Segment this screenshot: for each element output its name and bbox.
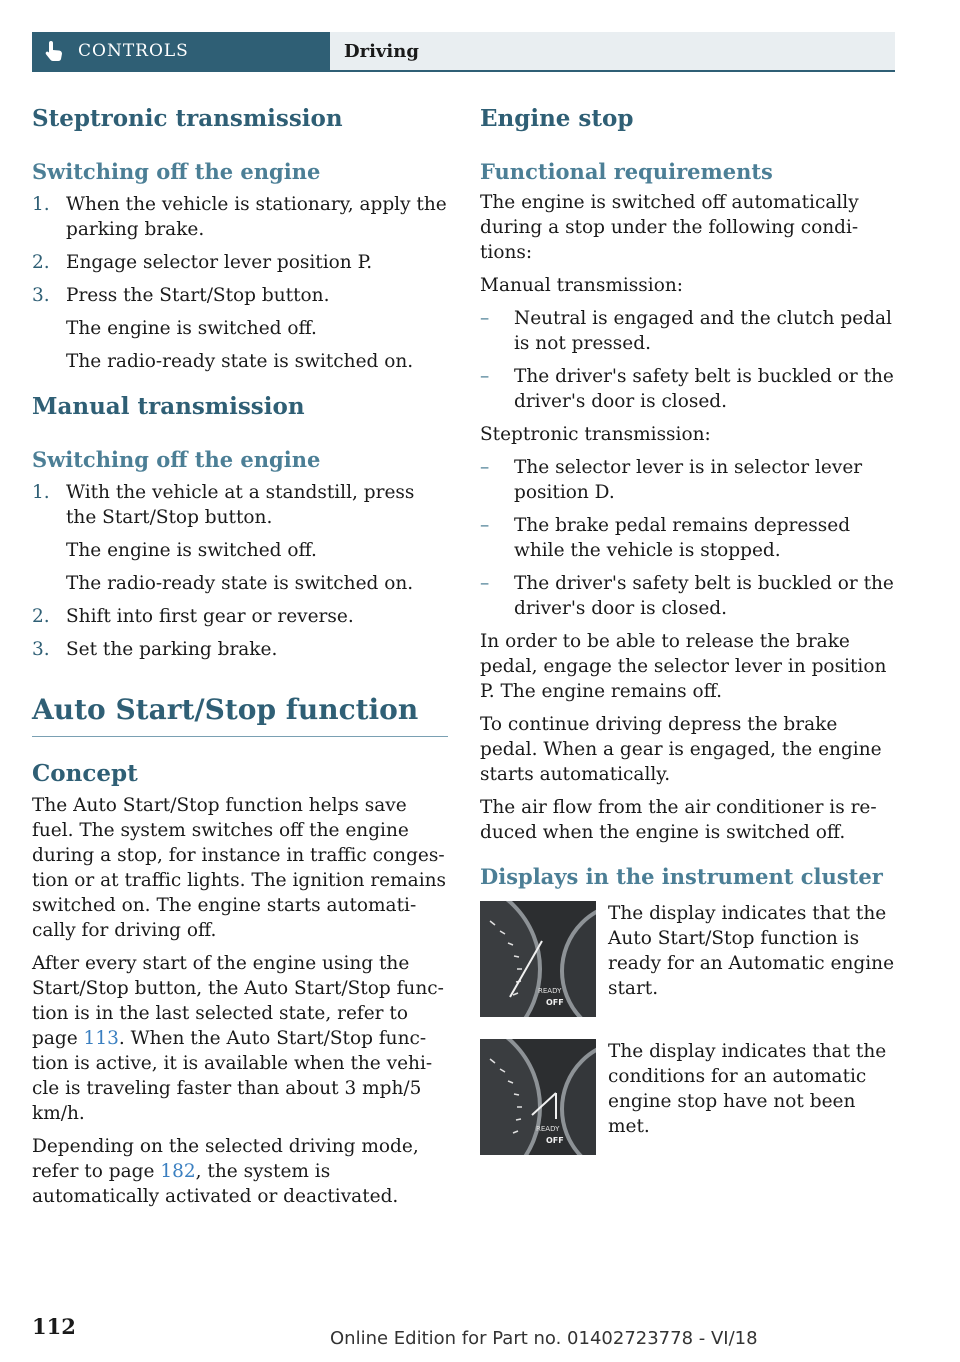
dash-bullet: –: [480, 366, 490, 387]
dash-bullet: –: [480, 573, 490, 594]
gauge-ready-label: READY: [538, 987, 562, 995]
dash-bullet: –: [480, 515, 490, 536]
list-item: [32, 250, 448, 275]
step-text: Set the parking brake.: [66, 639, 278, 660]
step-number: 2.: [32, 606, 50, 627]
gauge-ready-label: READY: [536, 1125, 560, 1133]
text: . When the Auto Start/Stop function is active, it is available when the vehicle is traveling faster than about 3 mph/5 km/h.: [32, 1028, 433, 1124]
functional-requirements-heading: Functional requirements: [480, 159, 773, 184]
item-text: The driver's safety belt is buckled or the driver's door is closed.: [514, 366, 894, 412]
page-link-182[interactable]: 182: [160, 1161, 196, 1182]
step-number: 3.: [32, 285, 50, 306]
manual-conditions: [480, 306, 896, 414]
auto-startstop-heading: Auto Start/Stop function: [32, 693, 419, 726]
list-item: [32, 283, 448, 308]
steptronic-subheading: Switching off the engine: [32, 159, 321, 184]
item-text: The selector lever is in selector lever position D.: [514, 457, 863, 503]
displays-heading: Displays in the instrument cluster: [480, 864, 883, 889]
list-item: [480, 364, 896, 414]
concept-paragraph-2: [32, 951, 448, 1126]
gauge-off-label: OFF: [546, 998, 564, 1007]
steptronic-conditions: [480, 455, 896, 621]
steptronic-heading: Steptronic transmission: [32, 105, 343, 132]
continue-paragraph: To continue driving depress the brake pedal. When a gear is engaged, the engine starts automatically.: [480, 714, 882, 785]
list-item: [32, 480, 448, 530]
manual-label: Manual transmission:: [480, 275, 683, 296]
step-text: Press the Start/Stop button.: [66, 285, 330, 306]
page-number: 112: [32, 1314, 76, 1339]
step-number: 2.: [32, 252, 50, 273]
step-number: 1.: [32, 194, 50, 215]
left-column: [32, 104, 448, 1217]
instrument-cluster-ready-image: [480, 901, 596, 1017]
step-text: Shift into first gear or reverse.: [66, 606, 354, 627]
chapter-label: Driving: [344, 40, 419, 62]
step-text: When the vehicle is stationary, apply the parking brake.: [66, 194, 447, 240]
text: Depending on the selected driving mode, refer to page: [32, 1136, 419, 1182]
page-header: [32, 32, 895, 72]
step-note: The radio-ready state is switched on.: [66, 351, 414, 372]
step-note: The radio-ready state is switched on.: [66, 573, 414, 594]
list-item: [480, 306, 896, 356]
manual-heading: Manual transmission: [32, 393, 305, 420]
item-text: The brake pedal remains depressed while the vehicle is stopped.: [514, 515, 851, 561]
dash-bullet: –: [480, 457, 490, 478]
text: , the system is automatically activated or deactivated.: [32, 1161, 399, 1207]
item-text: Neutral is engaged and the clutch pedal is not pressed.: [514, 308, 892, 354]
release-paragraph: In order to be able to release the brake pedal, engage the selector lever in position P. The engine remains off.: [480, 631, 887, 702]
display-ready-text: The display indicates that the Auto Start/Stop function is ready for an Automatic engine start.: [608, 903, 895, 999]
step-number: 1.: [32, 482, 50, 503]
list-item: [480, 455, 896, 505]
manual-subheading: Switching off the engine: [32, 447, 321, 472]
chapter-tab: [330, 32, 895, 70]
auto-heading-wrap: [32, 692, 448, 737]
display-entry-ready: [480, 901, 896, 1017]
list-item: [480, 513, 896, 563]
list-item: [32, 637, 448, 662]
display-entry-not-met: [480, 1039, 896, 1155]
concept-heading: Concept: [32, 760, 138, 787]
dash-bullet: –: [480, 308, 490, 329]
item-text: The driver's safety belt is buckled or the driver's door is closed.: [514, 573, 894, 619]
step-number: 3.: [32, 639, 50, 660]
intro-paragraph: The engine is switched off automatically during a stop under the following conditions:: [480, 192, 859, 263]
gauge-off-label: OFF: [546, 1136, 564, 1145]
step-text: With the vehicle at a standstill, press the Start/Stop button.: [66, 482, 415, 528]
manual-steps: [32, 480, 448, 662]
right-column: [480, 104, 896, 1177]
list-item: [480, 571, 896, 621]
list-item: [32, 192, 448, 242]
concept-paragraph: The Auto Start/Stop function helps save fuel. The system switches off the engine during a stop, for instance in traffic congestion or at traffic lights. The ignition remains switched on. The engine starts automatically for driving off.: [32, 795, 447, 941]
display-not-met-text: The display indicates that the conditions for an automatic engine stop have not been met.: [608, 1041, 887, 1137]
page-link-113[interactable]: 113: [83, 1028, 119, 1049]
step-note: The engine is switched off.: [66, 318, 317, 339]
step-note: The engine is switched off.: [66, 540, 317, 561]
section-label: CONTROLS: [78, 41, 189, 61]
hand-pointer-icon: [44, 40, 64, 62]
text: After every start of the engine using the Start/Stop button, the Auto Start/Stop function is in the last selected state, refer to page: [32, 953, 444, 1049]
concept-paragraph-3: [32, 1134, 448, 1209]
step-text: Engage selector lever position P.: [66, 252, 373, 273]
instrument-cluster-not-met-image: [480, 1039, 596, 1155]
steptronic-label: Steptronic transmission:: [480, 424, 711, 445]
section-tab: [32, 32, 330, 70]
engine-stop-heading: Engine stop: [480, 105, 634, 132]
steptronic-steps: [32, 192, 448, 374]
list-item: [32, 604, 448, 629]
airflow-paragraph: The air flow from the air conditioner is reduced when the engine is switched off.: [480, 797, 877, 843]
edition-footer: Online Edition for Part no. 01402723778 - VI/18: [330, 1328, 758, 1349]
